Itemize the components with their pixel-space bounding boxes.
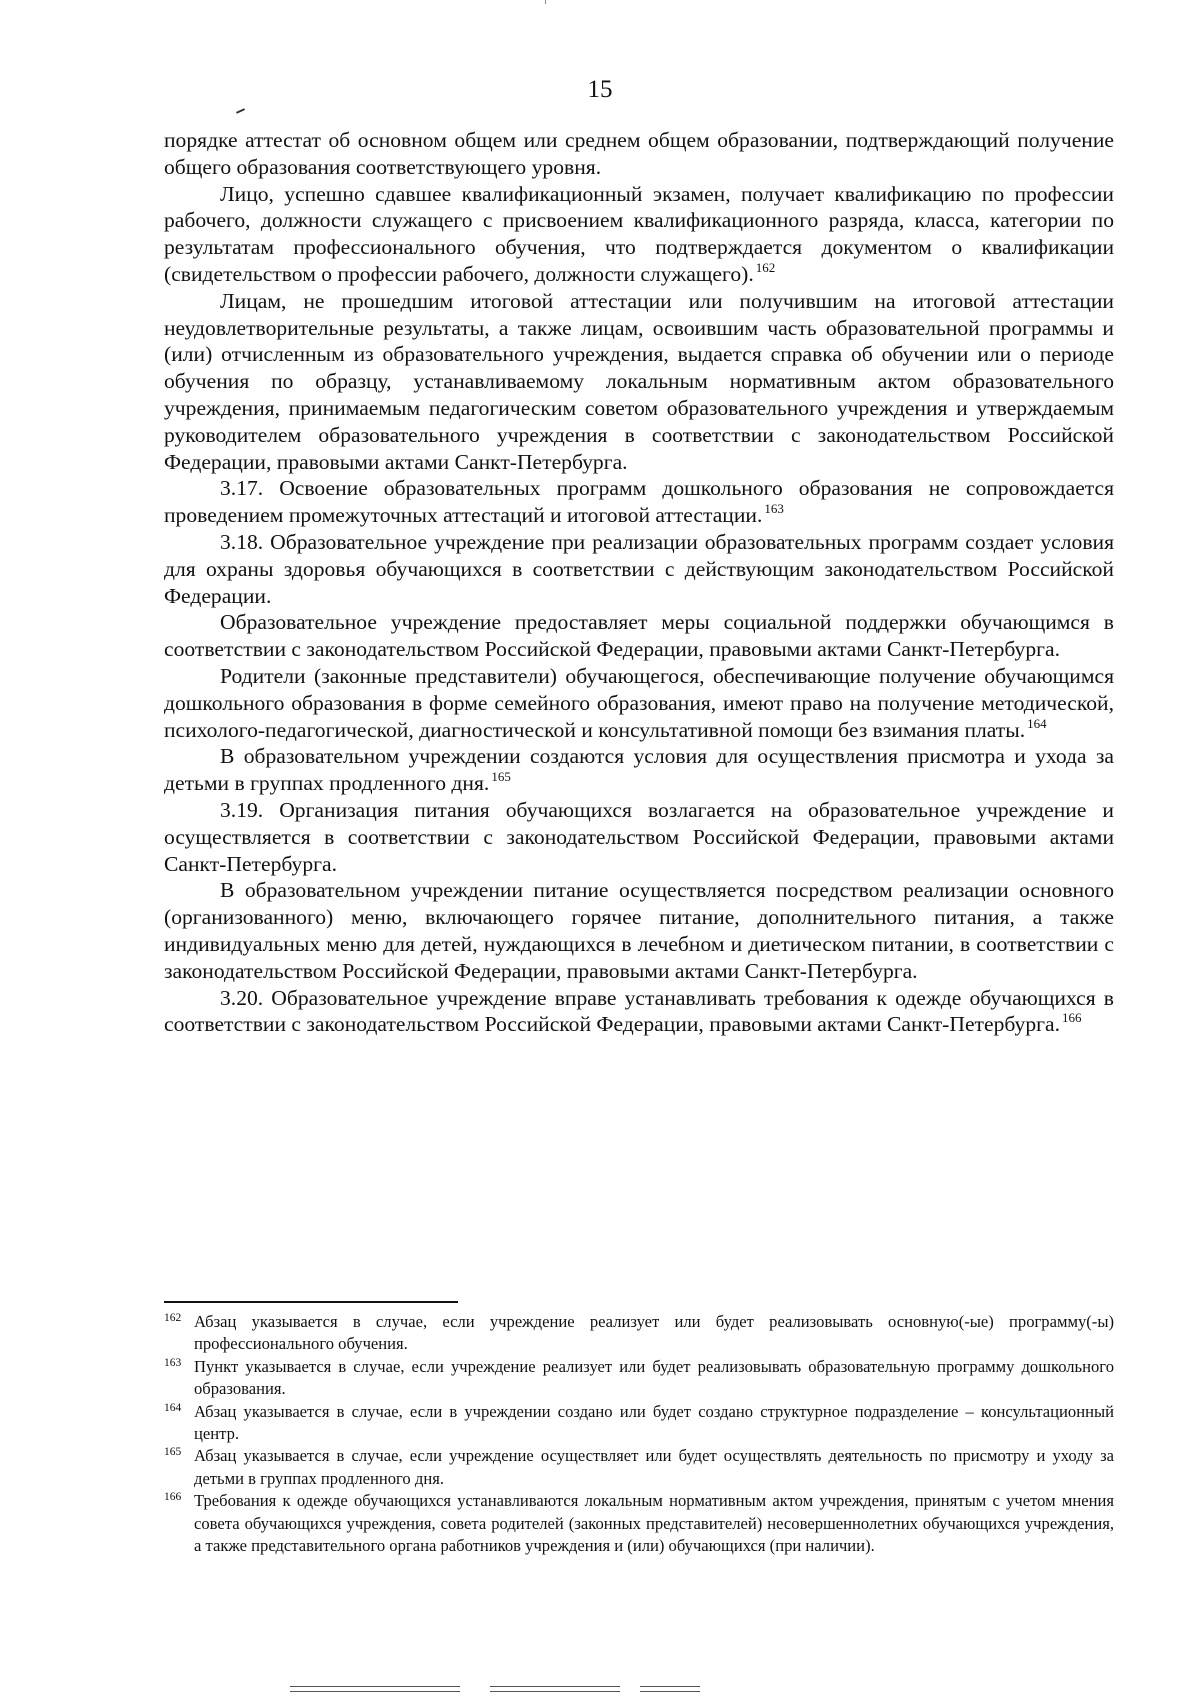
body-paragraph <box>164 288 1114 476</box>
footnote <box>164 1401 1114 1446</box>
paragraph-text: Лицо, успешно сдавшее квалификационный экзамен, получает квалификацию по профессии рабочего, должности служащего с присвоением квалификационного разряда, класса, категории по результатам профессионального обучения, что подтверждается документом о квалификации (свидетельством о профессии рабочего, должности служащего). <box>164 181 1114 286</box>
body-paragraph <box>164 877 1114 984</box>
paragraph-text: 3.18. Образовательное учреждение при реализации образовательных программ создает условия для охраны здоровья обучающихся в соответствии с действующим законодательством Российской Федерации. <box>164 529 1114 608</box>
footnote-reference: 164 <box>1027 715 1047 731</box>
paragraph-text: Родители (законные представители) обучающегося, обеспечивающие получение обучающимся дошкольного образования в форме семейного образования, имеют право на получение методической, психолого-педагогической, диагностической и консультативной помощи без взимания платы. <box>164 663 1114 742</box>
footnote-number: 165 <box>164 1446 182 1459</box>
footnote <box>164 1445 1114 1490</box>
paragraph-text: Образовательное учреждение предоставляет меры социальной поддержки обучающимся в соответствии с законодательством Российской Федерации, правовыми актами Санкт-Петербурга. <box>164 610 1114 662</box>
paragraph-text: В образовательном учреждении питание осуществляется посредством реализации основного (организованного) меню, включающего горячее питание, дополнительного питания, а также индивидуальных меню для детей, нуждающихся в лечебном и диетическом питании, в соответствии с законодательством Российской Федерации, правовыми актами Санкт-Петербурга. <box>164 878 1114 983</box>
footnote-text: Пункт указывается в случае, если учреждение реализует или будет реализовывать образовательную программу дошкольного образования. <box>194 1356 1114 1399</box>
body-paragraph <box>164 127 1114 181</box>
scan-artifact-mark <box>236 108 245 114</box>
footnotes-section <box>164 1311 1114 1557</box>
body-paragraph <box>164 475 1114 529</box>
footnote-text: Абзац указывается в случае, если учреждение реализует или будет реализовывать основную(-ые) программу(-ы) профессионального обучения. <box>194 1312 1114 1354</box>
paragraph-text: 3.19. Организация питания обучающихся возлагается на образовательное учреждение и осуществляется в соответствии с законодательством Российской Федерации, правовыми актами Санкт-Петербурга. <box>164 797 1114 876</box>
body-paragraph <box>164 797 1114 877</box>
footnote-text: Абзац указывается в случае, если в учреждении создано или будет создано структурное подразделение – консультационный центр. <box>194 1401 1114 1444</box>
paragraph-text: Лицам, не прошедшим итоговой аттестации или получившим на итоговой аттестации неудовлетворительные результаты, а также лицам, освоившим часть образовательной программы и (или) отчисленным из образовательного учреждения, выдается справка об обучении или о периоде обучения по образцу, устанавливаемому локальным нормативным актом образовательного учреждения, принимаемым педагогическим советом образовательного учреждения и утверждаемым руководителем образовательного учреждения в соответствии с законодательством Российской Федерации, правовыми актами Санкт-Петербурга. <box>164 288 1114 474</box>
footnote-number: 163 <box>164 1356 182 1369</box>
document-body <box>164 127 1114 1038</box>
body-paragraph <box>164 181 1114 288</box>
footnote-reference: 166 <box>1061 1010 1082 1026</box>
paragraph-text: В образовательном учреждении создаются условия для осуществления присмотра и ухода за детьми в группах продленного дня. <box>164 744 1114 796</box>
footnote <box>164 1356 1114 1401</box>
footnote-number: 164 <box>164 1401 182 1414</box>
body-paragraph <box>164 609 1114 663</box>
footnote <box>164 1311 1114 1356</box>
footnote-reference: 163 <box>764 501 784 517</box>
body-paragraph <box>164 663 1114 743</box>
body-paragraph <box>164 985 1114 1039</box>
footnote-reference: 162 <box>755 259 776 275</box>
paragraph-text: порядке аттестат об основном общем или среднем общем образовании, подтверждающий получение общего образования соответствующего уровня. <box>164 128 1114 179</box>
footnote-number: 166 <box>164 1491 182 1504</box>
footnote-separator <box>164 1301 458 1303</box>
body-paragraph <box>164 743 1114 797</box>
footnote-text: Требования к одежде обучающихся устанавливаются локальным нормативным актом учреждения, принятым с учетом мнения совета обучающихся учреждения, совета родителей (законных представителей) несовершеннолетних обучающихся учреждения, а также представительного органа работников учреждения и (или) обучающихся (при наличии). <box>194 1491 1114 1556</box>
body-paragraph <box>164 529 1114 609</box>
paragraph-text: 3.17. Освоение образовательных программ дошкольного образования не сопровождается проведением промежуточных аттестаций и итоговой аттестации. <box>164 476 1114 528</box>
footnote-reference: 165 <box>491 769 511 785</box>
page-number: 15 <box>587 76 613 103</box>
footnote-number: 162 <box>164 1312 182 1324</box>
paragraph-text: 3.20. Образовательное учреждение вправе устанавливать требования к одежде обучающихся в соответствии с законодательством Российской Федерации, правовыми актами Санкт-Петербурга. <box>164 985 1114 1037</box>
scan-artifact-bottom <box>290 1686 950 1692</box>
footnote-text: Абзац указывается в случае, если учреждение осуществляет или будет осуществлять деятельность по присмотру и уходу за детьми в группах продленного дня. <box>194 1446 1114 1488</box>
scan-artifact-top <box>545 0 546 4</box>
footnote <box>164 1490 1114 1557</box>
